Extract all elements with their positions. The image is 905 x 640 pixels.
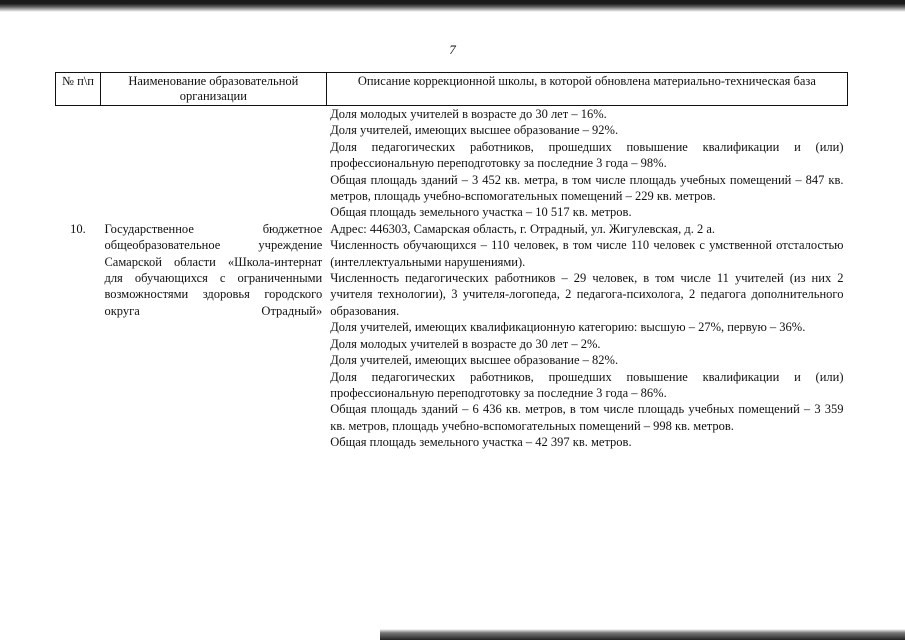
description-line: Общая площадь земельного участка – 10 517 кв. метров. [330, 205, 632, 220]
description-line: Доля педагогических работников, прошедших повышение квалификации и (или) профессиональную переподготовку за последние 3 года – 98%. [330, 139, 844, 171]
scan-edge-bottom [380, 629, 905, 640]
schools-table [55, 72, 848, 451]
row-number: 10. [70, 221, 86, 236]
continuation-organization-cell [100, 106, 326, 221]
table-header-row [56, 73, 848, 106]
description-line: Доля молодых учителей в возрасте до 30 лет – 16%. [330, 107, 607, 121]
row-10-description-cell [326, 221, 847, 451]
continuation-number-cell [56, 106, 101, 221]
header-number: № п\п [56, 73, 101, 106]
header-organization: Наименование образовательной организации [100, 73, 326, 106]
table-row-continuation [56, 106, 848, 221]
scan-edge-top [0, 0, 905, 12]
description-line: Доля учителей, имеющих квалификационную категорию: высшую – 27%, первую – 36%. [330, 320, 806, 335]
table-row-10 [56, 221, 848, 451]
organization-name: Государственное бюджетное общеобразовательное учреждение Самарской области «Школа-интернат для обучающихся с ограниченными возможностями здоровья городского округа Отрадный» [104, 221, 323, 318]
description-line: Доля учителей, имеющих высшее образование – 82%. [330, 353, 619, 368]
description-line: Доля педагогических работников, прошедших повышение квалификации и (или) профессиональную переподготовку за последние 3 года – 86%. [330, 369, 844, 400]
continuation-description-cell [326, 106, 847, 221]
page-number: 7 [449, 42, 456, 57]
description-line: Общая площадь зданий – 3 452 кв. метра, в том числе площадь учебных помещений – 847 кв. метров, площадь учебно-вспомогательных помещений – 229 кв. метров. [330, 172, 844, 204]
description-line: Доля учителей, имеющих высшее образование – 92%. [330, 123, 619, 138]
description-line: Численность педагогических работников – 29 человек, в том числе 11 учителей (из них 2 учителя технологии), 3 учителя-логопеда, 2 педагога-психолога, 2 педагога дополнительного образования. [330, 271, 844, 318]
header-description: Описание коррекционной школы, в которой обновлена материально-техническая база [326, 73, 847, 106]
description-line: Адрес: 446303, Самарская область, г. Отрадный, ул. Жигулевская, д. 2 а. [330, 221, 716, 236]
description-line: Общая площадь земельного участка – 42 397 кв. метров. [330, 435, 632, 450]
description-line: Доля молодых учителей в возрасте до 30 лет – 2%. [330, 336, 601, 351]
description-line: Численность обучающихся – 110 человек, в том числе 110 человек с умственной отсталостью (интеллектуальными нарушениями). [330, 238, 844, 269]
description-line: Общая площадь зданий – 6 436 кв. метров, в том числе площадь учебных помещений – 3 359 кв. метров, площадь учебно-вспомогательных помещений – 998 кв. метров. [330, 402, 844, 433]
